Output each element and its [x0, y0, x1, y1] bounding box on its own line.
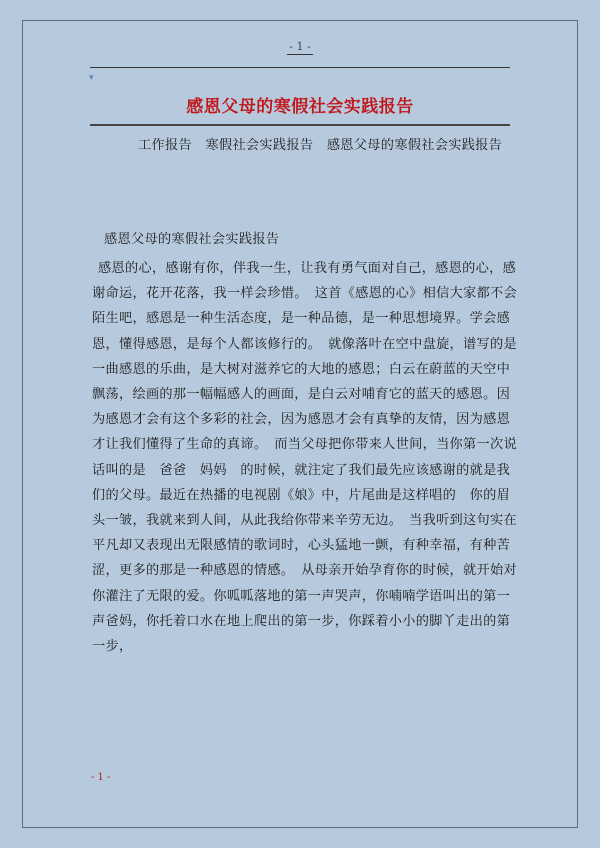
bookmark-icon: ▾ [89, 73, 94, 83]
header-rule [90, 67, 510, 68]
tags-line: 工作报告 寒假社会实践报告 感恩父母的寒假社会实践报告 [138, 138, 503, 153]
header-page-number: - 1 - [289, 40, 311, 53]
body-paragraph: 感恩的心，感谢有你，伴我一生，让我有勇气面对自己，感恩的心，感谢命运，花开花落，我一样会珍惜。 这首《感恩的心》相信大家都不会陌生吧，感恩是一种生活态度，是一种品德，是一种思想境界。学会感恩，懂得感恩，是每个人都该修行的。 就像落叶在空中盘旋，谱写的是一曲感恩的乐曲，是大树对滋养它的大地的感恩；白云在蔚蓝的天空中飘荡，绘画的那一幅幅感人的画面，是白云对哺育它的蓝天的感恩。因为感恩才会有这个多彩的社会，因为感恩才会有真挚的友情，因为感恩才让我们懂得了生命的真谛。 而当父母把你带来人世间，当你第一次说话叫的是 爸爸 妈妈 的时候，就注定了我们最先应该感谢的就是我们的父母。最近在热播的电视剧《娘》中，片尾曲是这样唱的 你的眉头一皱，我就来到人间，从此我给你带来辛劳无边。 当我听到这句实在平凡却又表现出无限感情的歌词时，心头猛地一颤，有种幸福，有种苦涩，更多的那是一种感恩的情感。 从母亲开始孕育你的时候，就开始对你灌注了无限的爱。你呱呱落地的第一声哭声，你喃喃学语叫出的第一声爸妈，你托着口水在地上爬出的第一步，你踩着小小的脚丫走出的第一步， [92, 261, 517, 655]
document-title: 感恩父母的寒假社会实践报告 [186, 97, 414, 117]
footer-page-number: - 1 - [91, 772, 111, 783]
subheading: 感恩父母的寒假社会实践报告 [104, 232, 280, 247]
title-rule [90, 124, 510, 126]
